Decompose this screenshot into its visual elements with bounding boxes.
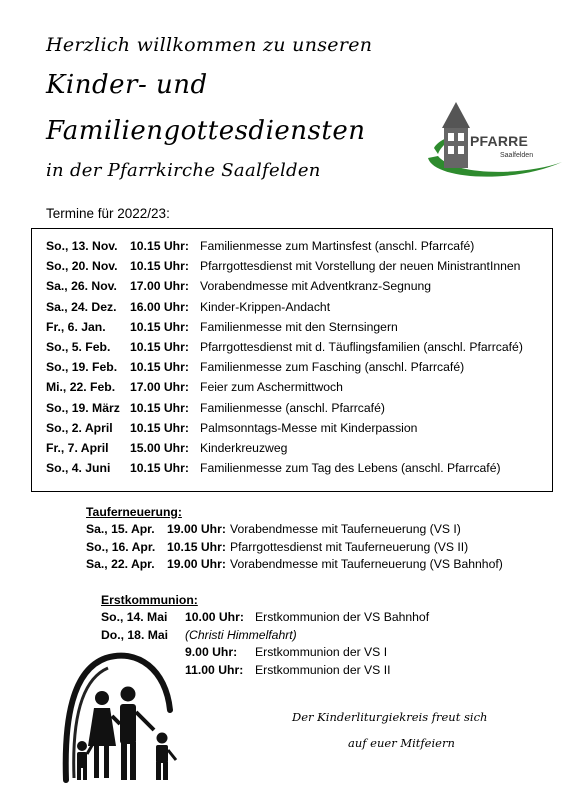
list-item xyxy=(86,539,503,557)
event-description: Palmsonntags-Messe mit Kinderpassion xyxy=(200,420,418,435)
event-time: 10.15 Uhr: xyxy=(130,339,189,354)
family-silhouette-icon xyxy=(58,650,196,790)
event-description: Kinderkreuzweg xyxy=(200,440,288,455)
event-description: Pfarrgottesdienst mit Vorstellung der neuen MinistrantInnen xyxy=(200,259,521,274)
tauferneuerung-section xyxy=(86,505,503,574)
event-description: Familienmesse zum Tag des Lebens (anschl. Pfarrcafé) xyxy=(200,461,501,476)
event-time: 16.00 Uhr: xyxy=(130,299,189,314)
event-date: Fr., 7. April xyxy=(46,440,109,455)
event-time: 10.15 Uhr: xyxy=(130,259,189,274)
event-time: 17.00 Uhr: xyxy=(130,279,189,294)
event-date: So., 20. Nov. xyxy=(46,259,118,274)
event-description: Erstkommunion der VS Bahnhof xyxy=(255,610,430,624)
event-time: 11.00 Uhr: xyxy=(185,662,244,677)
event-description: Familienmesse (anschl. Pfarrcafé) xyxy=(200,400,385,415)
list-item xyxy=(46,418,523,438)
list-item xyxy=(46,438,523,458)
event-date: So., 16. Apr. xyxy=(86,539,156,554)
termine-label: Termine für 2022/23: xyxy=(46,206,170,221)
event-date: Sa., 22. Apr. xyxy=(86,557,155,572)
event-note: (Christi Himmelfahrt) xyxy=(185,627,297,642)
event-time: 9.00 Uhr: xyxy=(185,645,238,660)
event-date: So., 5. Feb. xyxy=(46,339,111,354)
footer-line-1: Der Kinderliturgiekreis freut sich xyxy=(292,710,488,724)
event-date: So., 19. Feb. xyxy=(46,360,118,375)
tauferneuerung-title: Tauferneuerung: xyxy=(86,505,182,519)
event-description: Feier zum Aschermittwoch xyxy=(200,380,343,395)
event-date: So., 19. März xyxy=(46,400,120,415)
schedule-box xyxy=(31,228,553,492)
event-description: Pfarrgottesdienst mit Tauferneuerung (VS II) xyxy=(230,539,469,554)
event-time: 10.15 Uhr: xyxy=(130,420,189,435)
list-item xyxy=(46,377,523,397)
list-item xyxy=(46,337,523,357)
event-description: Vorabendmesse mit Tauferneuerung (VS I) xyxy=(230,522,461,536)
event-date: Sa., 15. Apr. xyxy=(86,522,155,536)
event-time: 10.15 Uhr: xyxy=(130,239,189,253)
event-time: 10.15 Uhr: xyxy=(130,461,189,476)
event-date: So., 13. Nov. xyxy=(46,239,118,253)
logo-title: PFARRE xyxy=(470,133,528,149)
event-date: Mi., 22. Feb. xyxy=(46,380,116,395)
event-time: 10.15 Uhr: xyxy=(130,360,189,375)
heading-location: in der Pfarrkirche Saalfelden xyxy=(46,160,321,181)
list-item xyxy=(46,297,523,317)
event-time: 19.00 Uhr: xyxy=(167,522,226,536)
event-description: Erstkommunion der VS II xyxy=(255,662,391,677)
event-date: So., 2. April xyxy=(46,420,113,435)
event-description: Kinder-Krippen-Andacht xyxy=(200,299,331,314)
event-date: Fr., 6. Jan. xyxy=(46,319,106,334)
list-item xyxy=(46,398,523,418)
heading-familiengottesdienste: Familiengottesdiensten xyxy=(46,116,366,146)
list-item xyxy=(86,521,503,539)
list-item xyxy=(46,458,523,478)
list-item xyxy=(101,609,429,627)
footer-line-2: auf euer Mitfeiern xyxy=(348,736,455,750)
event-description: Familienmesse mit den Sternsingern xyxy=(200,319,398,334)
list-item xyxy=(86,556,503,574)
event-time: 10.15 Uhr: xyxy=(167,539,226,554)
schedule-list xyxy=(46,236,523,478)
event-date: Sa., 26. Nov. xyxy=(46,279,117,294)
list-item xyxy=(46,256,523,276)
list-item xyxy=(46,236,523,256)
logo-subtitle: Saalfelden xyxy=(500,152,534,159)
event-date: So., 14. Mai xyxy=(101,610,168,624)
event-date: Sa., 24. Dez. xyxy=(46,299,117,314)
erstkommunion-title: Erstkommunion: xyxy=(101,593,198,607)
event-description: Erstkommunion der VS I xyxy=(255,645,388,660)
list-item xyxy=(101,627,429,645)
list-item xyxy=(46,357,523,377)
event-time: 10.15 Uhr: xyxy=(130,400,189,415)
heading-welcome: Herzlich willkommen zu unseren xyxy=(46,34,373,56)
heading-kinder: Kinder- und xyxy=(46,70,208,100)
event-time: 10.15 Uhr: xyxy=(130,319,189,334)
event-description: Familienmesse zum Fasching (anschl. Pfarrcafé) xyxy=(200,360,465,375)
event-description: Vorabendmesse mit Adventkranz-Segnung xyxy=(200,279,432,294)
list-item xyxy=(46,317,523,337)
event-time: 19.00 Uhr: xyxy=(167,557,226,572)
event-time: 10.00 Uhr: xyxy=(185,610,244,624)
event-description: Vorabendmesse mit Tauferneuerung (VS Bahnhof) xyxy=(230,557,503,572)
event-date: Do., 18. Mai xyxy=(101,627,169,642)
tauferneuerung-list xyxy=(86,521,503,574)
list-item xyxy=(46,276,523,296)
event-description: Familienmesse zum Martinsfest (anschl. Pfarrcafé) xyxy=(200,239,475,253)
event-time: 17.00 Uhr: xyxy=(130,380,189,395)
event-description: Pfarrgottesdienst mit d. Täuflingsfamilien (anschl. Pfarrcafé) xyxy=(200,339,523,354)
event-date: So., 4. Juni xyxy=(46,461,111,476)
event-time: 15.00 Uhr: xyxy=(130,440,189,455)
